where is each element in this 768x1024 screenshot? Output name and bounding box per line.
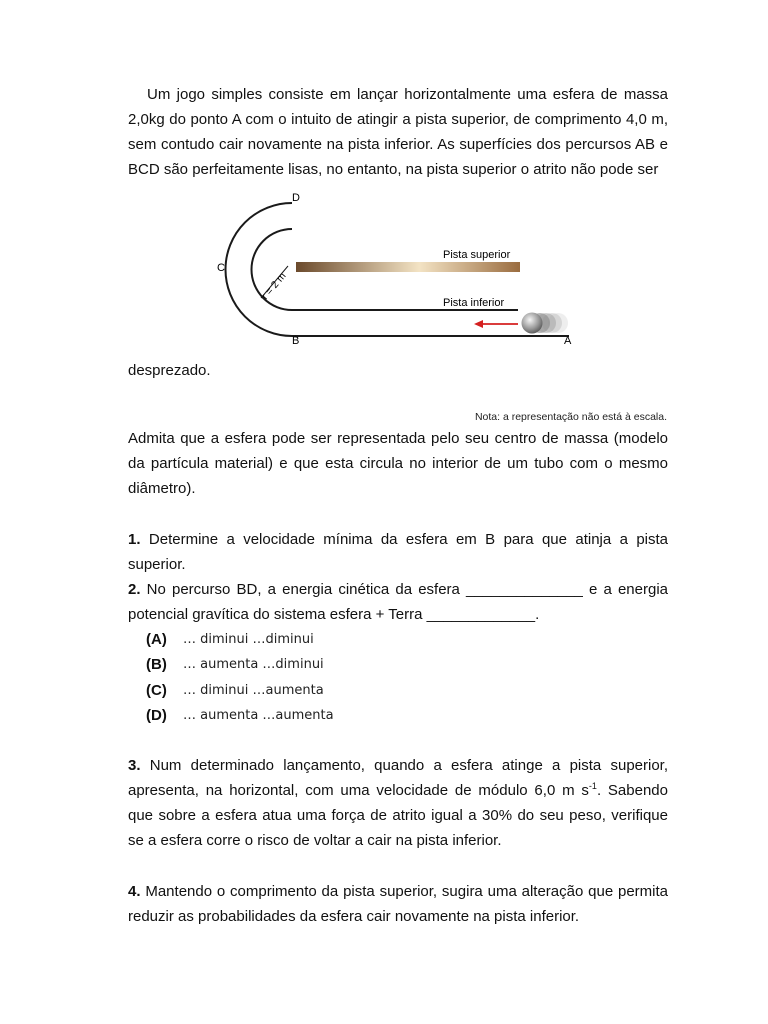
option-text: … diminui …diminui (183, 632, 314, 648)
question-2-text: No percurso BD, a energia cinética da esfera ______________ e a energia potencial gravítica do sistema esfera + Terra _____________. (128, 581, 668, 623)
question-3-exponent: -1 (588, 781, 597, 791)
ball-icon (522, 313, 569, 334)
point-b-label: B (292, 335, 300, 347)
question-4-text: Mantendo o comprimento da pista superior, sugira uma alteração que permita reduzir as probabilidades da esfera cair novamente na pista inferior. (128, 883, 668, 925)
option-a[interactable] (146, 627, 334, 652)
point-d-label: D (292, 192, 300, 204)
option-text: … aumenta …diminui (183, 657, 324, 673)
scale-note: Nota: a representação não está à escala. (474, 411, 667, 423)
question-4 (128, 879, 668, 929)
question-2-number: 2. (128, 581, 141, 598)
option-letter: (B) (146, 656, 167, 674)
question-1-text: Determine a velocidade mínima da esfera em B para que atinja a pista superior. (128, 531, 669, 573)
option-text: … aumenta …aumenta (183, 708, 334, 724)
option-c[interactable] (146, 678, 334, 703)
question-3-text-a: Num determinado lançamento, quando a esfera atinge a pista superior, apresenta, na horizontal, com uma velocidade de módulo 6,0 m s (128, 757, 669, 799)
question-1-number: 1. (128, 531, 141, 548)
question-3-number: 3. (128, 757, 141, 774)
option-b[interactable] (146, 652, 334, 677)
question-4-number: 4. (128, 883, 141, 900)
radius-label: r = 2 m (259, 270, 289, 302)
option-text: … diminui …aumenta (183, 682, 324, 698)
question-3-text-b: . Sabendo que sobre a esfera atua uma força de atrito igual a 30% do seu peso, verifique se a esfera corre o risco de voltar a cair na pista inferior. (128, 782, 668, 849)
question-2-options (146, 627, 334, 728)
question-2 (128, 577, 668, 627)
intro-end-text: desprezado. (128, 362, 211, 379)
upper-track-label: Pista superior (443, 249, 511, 261)
intro-text: Um jogo simples consiste em lançar horizontalmente uma esfera de massa 2,0kg do ponto A com o intuito de atingir a pista superior, de comprimento 4,0 m, sem contudo cair novamente na pista inferior. As superfícies dos percursos AB e BCD são perfeitamente lisas, no entanto, na pista superior o atrito não pode ser (128, 86, 668, 178)
option-letter: (C) (146, 681, 167, 699)
intro-continuation (128, 358, 668, 383)
question-3 (128, 753, 668, 853)
option-letter: (D) (146, 707, 167, 725)
lower-track-label: Pista inferior (443, 297, 505, 309)
question-1 (128, 527, 668, 577)
assumption-paragraph: Admita que a esfera pode ser representada pelo seu centro de massa (modelo da partícula material) e que esta circula no interior de um tubo com o mesmo diâmetro). (128, 430, 668, 497)
point-c-label: C (217, 262, 225, 274)
point-a-label: A (564, 335, 572, 347)
velocity-arrowhead (474, 320, 483, 328)
intro-paragraph (128, 82, 668, 182)
option-d[interactable] (146, 703, 334, 728)
upper-track-bar (296, 262, 520, 272)
option-letter: (A) (146, 631, 167, 649)
track-diagram (196, 188, 596, 348)
